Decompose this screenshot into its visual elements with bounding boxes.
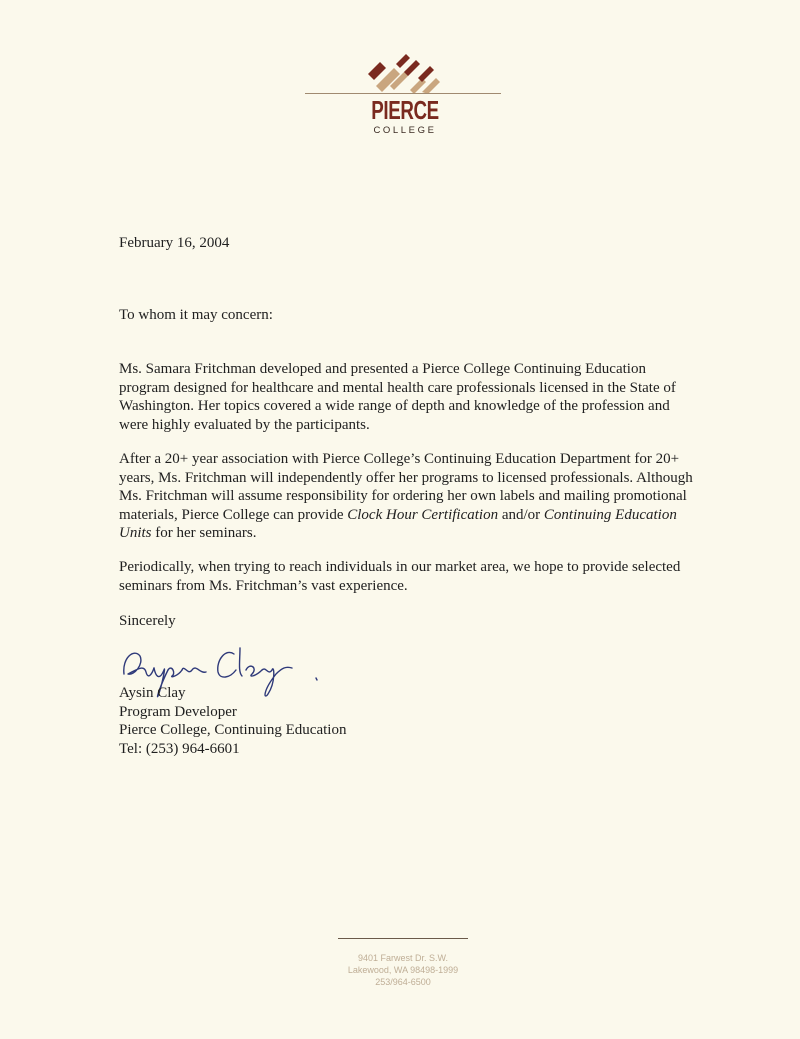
body-paragraph-1: Ms. Samara Fritchman developed and presented a Pierce College Continuing Education program designed for healthcare and mental health care professionals licensed in the State of Washington. Her topics covered a wide range of depth and knowledge of the profession and were highly evaluated by the participants.: [119, 361, 676, 433]
footer-street: 9401 Farwest Dr. S.W.: [357, 953, 449, 963]
signatory-organization: Pierce College, Continuing Education: [119, 722, 347, 739]
footer-city: Lakewood, WA 98498-1999: [347, 965, 459, 975]
org-name: PIERCE: [371, 95, 439, 125]
continuing-education-units: Continuing Education Units: [119, 506, 677, 542]
closing: Sincerely: [119, 613, 176, 629]
body-paragraph-3: Periodically, when trying to reach individuals in our market area, we hope to provide selected seminars from Ms. Fritchman’s vast experience.: [119, 559, 681, 594]
paragraph-2-text-2: and/or: [498, 506, 544, 523]
signatory-title: Program Developer: [119, 703, 237, 720]
clock-hour-certification: Clock Hour Certification: [347, 506, 499, 523]
org-subtitle: COLLEGE: [373, 125, 437, 136]
paragraph-2-text-3: for her seminars.: [151, 525, 257, 542]
college-logo-mark-icon: [360, 52, 440, 94]
letterhead-logo: [305, 52, 505, 137]
body-paragraph-2: [119, 450, 699, 543]
salutation: To whom it may concern:: [119, 307, 273, 323]
letter-date: February 16, 2004: [119, 235, 230, 251]
signature-block: [119, 684, 346, 758]
paragraph-2-text-1: After a 20+ year association with Pierce College’s Continuing Education Department for 20+ years, Ms. Fritchman will independently offer her programs to licensed professionals. Although Ms. Fritchman will assume responsibility for ordering her own labels and mailing promotional materials, Pierce College can provide: [119, 451, 693, 523]
letterhead-rule: [305, 93, 501, 94]
footer-phone: 253/964-6500: [375, 977, 431, 987]
signatory-name: Aysin Clay: [119, 685, 186, 701]
footer-address: [300, 952, 506, 988]
footer-rule: [338, 938, 468, 939]
signatory-phone: Tel: (253) 964-6601: [119, 740, 240, 757]
